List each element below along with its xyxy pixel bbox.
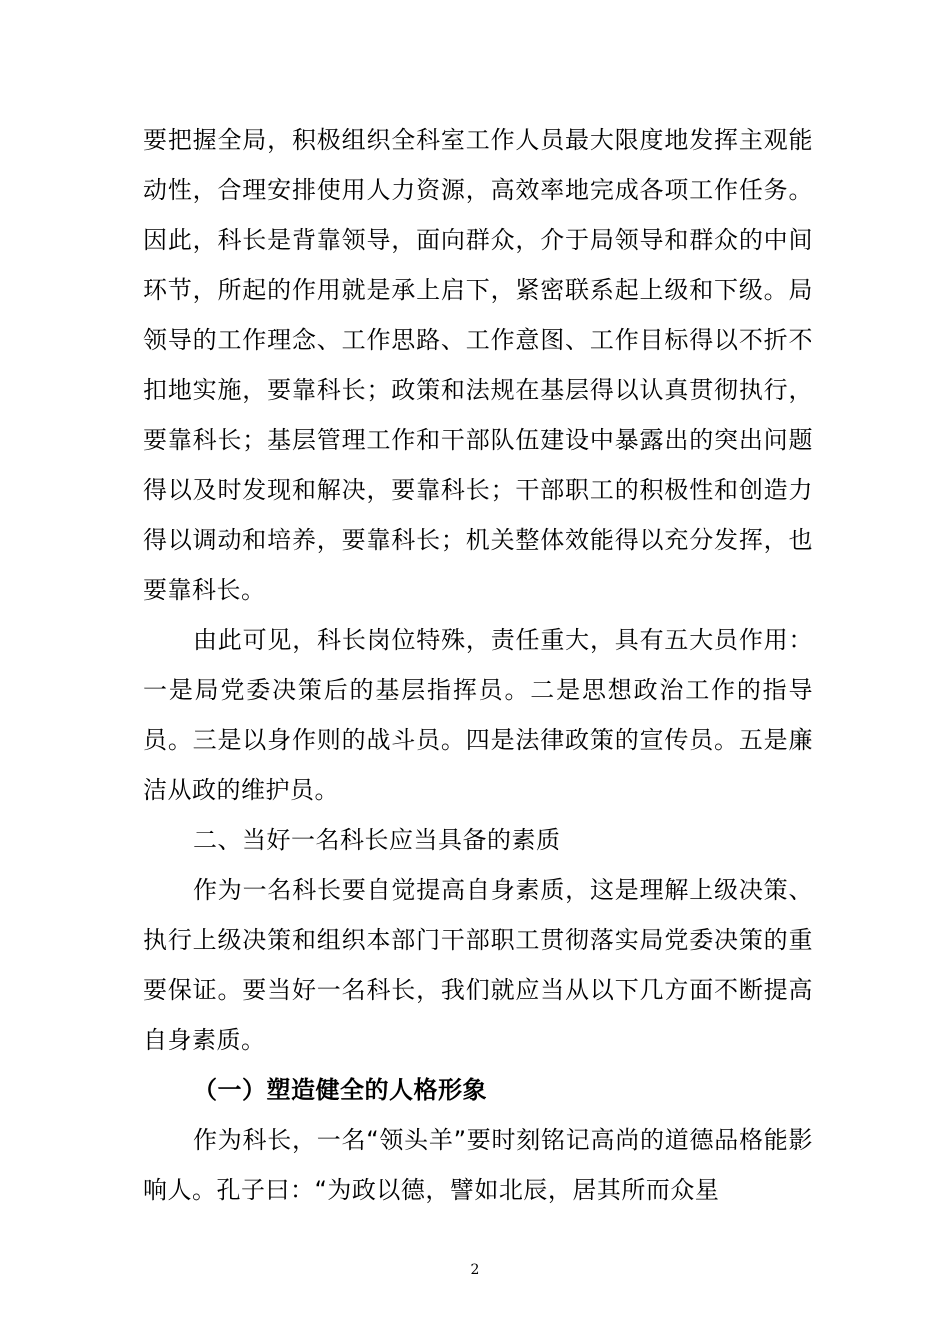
paragraph-moral-character: 作为科长，一名“领头羊”要时刻铭记高尚的道德品格能影响人。孔子曰：“为政以德，譬如北辰，居其所而众星 bbox=[143, 1126, 813, 1204]
paragraph-five-roles: 由此可见，科长岗位特殊，责任重大，具有五大员作用：一是局党委决策后的基层指挥员。二是思想政治工作的指导员。三是以身作则的战斗员。四是法律政策的宣传员。五是廉洁从政的维护员。 bbox=[143, 626, 813, 804]
section-heading-qualities: 二、当好一名科长应当具备的素质 bbox=[193, 826, 561, 854]
document-body bbox=[143, 115, 813, 1215]
page-number: 2 bbox=[470, 1262, 480, 1278]
paragraph-continuation: 要把握全局，积极组织全科室工作人员最大限度地发挥主观能动性，合理安排使用人力资源，高效率地完成各项工作任务。因此，科长是背靠领导，面向群众，介于局领导和群众的中间环节，所起的作用就是承上启下，紧密联系起上级和下级。局领导的工作理念、工作思路、工作意图、工作目标得以不折不扣地实施，要靠科长；政策和法规在基层得以认真贯彻执行，要靠科长；基层管理工作和干部队伍建设中暴露出的突出问题得以及时发现和解决，要靠科长；干部职工的积极性和创造力得以调动和培养，要靠科长；机关整体效能得以充分发挥，也要靠科长。 bbox=[143, 126, 813, 604]
paragraph-improve-quality: 作为一名科长要自觉提高自身素质，这是理解上级决策、执行上级决策和组织本部门干部职工贯彻落实局党委决策的重要保证。要当好一名科长，我们就应当从以下几方面不断提高自身素质。 bbox=[143, 876, 813, 1054]
subsection-heading-personality: （一）塑造健全的人格形象 bbox=[193, 1076, 487, 1104]
